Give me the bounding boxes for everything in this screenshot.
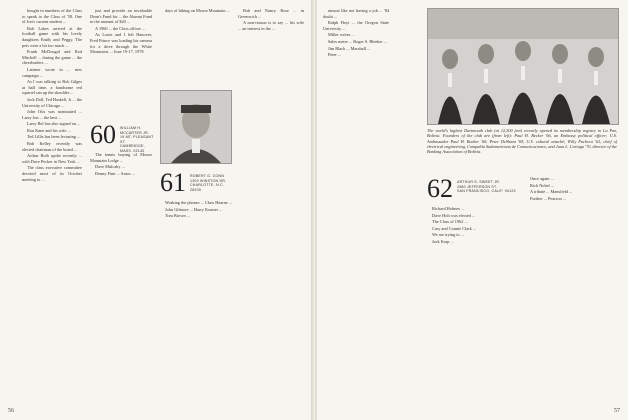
paragraph: Ron Kane and his wife ... (27, 127, 71, 133)
left-column-1 (22, 8, 82, 408)
paragraph: Larry Bel has also signed on ... (27, 121, 81, 127)
paragraph: The tennis buying of Mouse Mountain Lodge ... (90, 152, 152, 163)
paragraph: utmost like not having a job ... '84 doubt ... (323, 8, 389, 19)
paragraph: Jack Doll, Ted Haskell, Jr ... the University of Chicago ... (22, 96, 82, 108)
officer-line: 2580 JEFFERSON ST. (457, 184, 498, 189)
paragraph: Richard Holmes ... (432, 206, 465, 211)
paragraph: Jack Karp ... (432, 238, 454, 244)
group-photo (427, 8, 619, 125)
paragraph: Ted Lillis has been lecturing ... (27, 134, 81, 140)
left-column-2-bottom (90, 152, 152, 408)
paragraph: John Otis was nominated ... Larry Jon ... the best ... (22, 109, 82, 120)
paragraph: A non-reason is to say ... his wife ... an interest in the ... (238, 20, 304, 31)
paragraph: Ralph Hoyt ... the Oregon State University ... (323, 20, 389, 31)
left-column-3-bottom (160, 200, 232, 408)
officer-line: 19 MT. PLEASANT ST. (120, 135, 154, 144)
class-number: 61 (160, 168, 186, 197)
left-page (0, 0, 311, 420)
paragraph: Tom Brown ... (165, 213, 190, 219)
left-column-4 (238, 8, 304, 408)
class-61-heading (160, 170, 234, 196)
paragraph: A tribute ... Mansfield ... (530, 189, 573, 195)
officer-line: WILLIAM H. MCCARTER JR. (120, 126, 150, 135)
paragraph: The class executive committee devoted most of its October meeting to ... (22, 165, 82, 182)
paragraph: Cary and Connie Clark ... (432, 225, 477, 231)
paragraph: Denny Finn ... Amos ... (95, 170, 136, 176)
paragraph: Once again ... (530, 176, 554, 181)
paragraph: Dave Mulcahy ... (95, 164, 125, 170)
paragraph: bought in numbers of the Class to speak to the Class of '58. One of Jon's current student ... (22, 8, 82, 25)
officer-line: CAMBRIDGE, MASS. 02140 (120, 144, 145, 153)
paragraph: John Gilmore ... Harry Kramer ... (165, 206, 223, 212)
paragraph: Sales meter ... Roger S. Bleeker ... (328, 38, 388, 44)
paragraph: A 1960 ... the Class officer ... (95, 25, 146, 31)
paragraph: The Class of 1962 ... (432, 219, 468, 225)
page-number: 56 (8, 408, 14, 414)
class-62-heading (427, 176, 517, 202)
class-number: 60 (90, 120, 116, 149)
officer-line: ARTHUR S. SWEET JR. (457, 180, 501, 184)
paragraph: Rich Nobel ... (530, 182, 554, 188)
paragraph: Miller writes ... (328, 32, 355, 38)
photo-caption: The world's highest Dartmouth club (at 12,500 feet) recently opened its membership registry in La Paz, Bolivia. Founders of the club are (from left): Paul H. Becker '66, an Embassy political officer; U.S. Ambassador Paul H. Boeker '60; Peter DeShazo '69, U.S. cultural attaché; Willy Pacheco '63, chief of electrical engineering, Compañía Sudamericana de Comunicaciones; and Juan L. Cariaga '70, director of the Banking Association of Bolivia. (427, 128, 617, 155)
paragraph: Latimer wrote in ... new campaign ... (22, 66, 82, 78)
right-column-1 (323, 8, 389, 408)
paragraph: Dave Holt was elected ... (432, 212, 476, 218)
paragraph: Bob and Nancy Rose ... in Greenwich ... (238, 8, 304, 19)
group-photo-drawing (428, 9, 618, 124)
page-number: 57 (614, 408, 620, 414)
paragraph: Working the phones ... Chris Hearne ... (165, 200, 232, 205)
paragraph: Further ... Pearson ... (530, 195, 566, 201)
paragraph: As Louie and I left Hanover, Fred Prince was loading his camera for a drive through the White Mountains ... June 19-17, 1978. (90, 32, 152, 55)
officer-line: SAN FRANCISCO, CALIF. 94123 (457, 189, 516, 194)
right-column-3 (525, 176, 619, 408)
paragraph: Jim Black ... Marshall ... (328, 45, 371, 51)
officer-line: 1309 WINSTON DR. (190, 178, 227, 183)
paragraph: Bob Lakes arrived at the football game with his lovely daughters Emily and Peggy. The pets were a bit too much ... (22, 25, 82, 48)
right-column-2 (427, 206, 519, 408)
paragraph: As I was talking to Bob Gilges at half time, a handsome red squirrel ran up the shoulder ... (22, 79, 82, 96)
right-page (317, 0, 628, 420)
paragraph: We are trying to ... (432, 232, 464, 238)
paragraph: just and provide an invaluable Dean's Fund for ... the Alumni Fund in the amount of $20 ... (90, 8, 153, 25)
paragraph: Bob Kelley recently was elected chairman of the board ... (22, 141, 82, 152)
class-number: 62 (427, 174, 453, 203)
portrait-photo (160, 90, 232, 164)
class-60-heading (90, 120, 154, 153)
portrait-drawing (161, 91, 231, 163)
paragraph: days of hiking on Moose Mountain ... (165, 8, 230, 13)
officer-line: ROBERT G. CONN (190, 174, 225, 178)
paragraph: Peter ... (328, 52, 342, 58)
officer-line: CHARLOTTE, N.C. 28209 (190, 183, 224, 192)
left-column-3-top (160, 8, 232, 88)
left-column-2-top (90, 8, 152, 118)
paragraph: Arthur Roth spoke recently ... with Dave Pecker in New York ... (22, 153, 82, 164)
paragraph: Frank McDougal and Rod Mitchell ... during the game ... the cheerleaders ... (22, 49, 82, 66)
